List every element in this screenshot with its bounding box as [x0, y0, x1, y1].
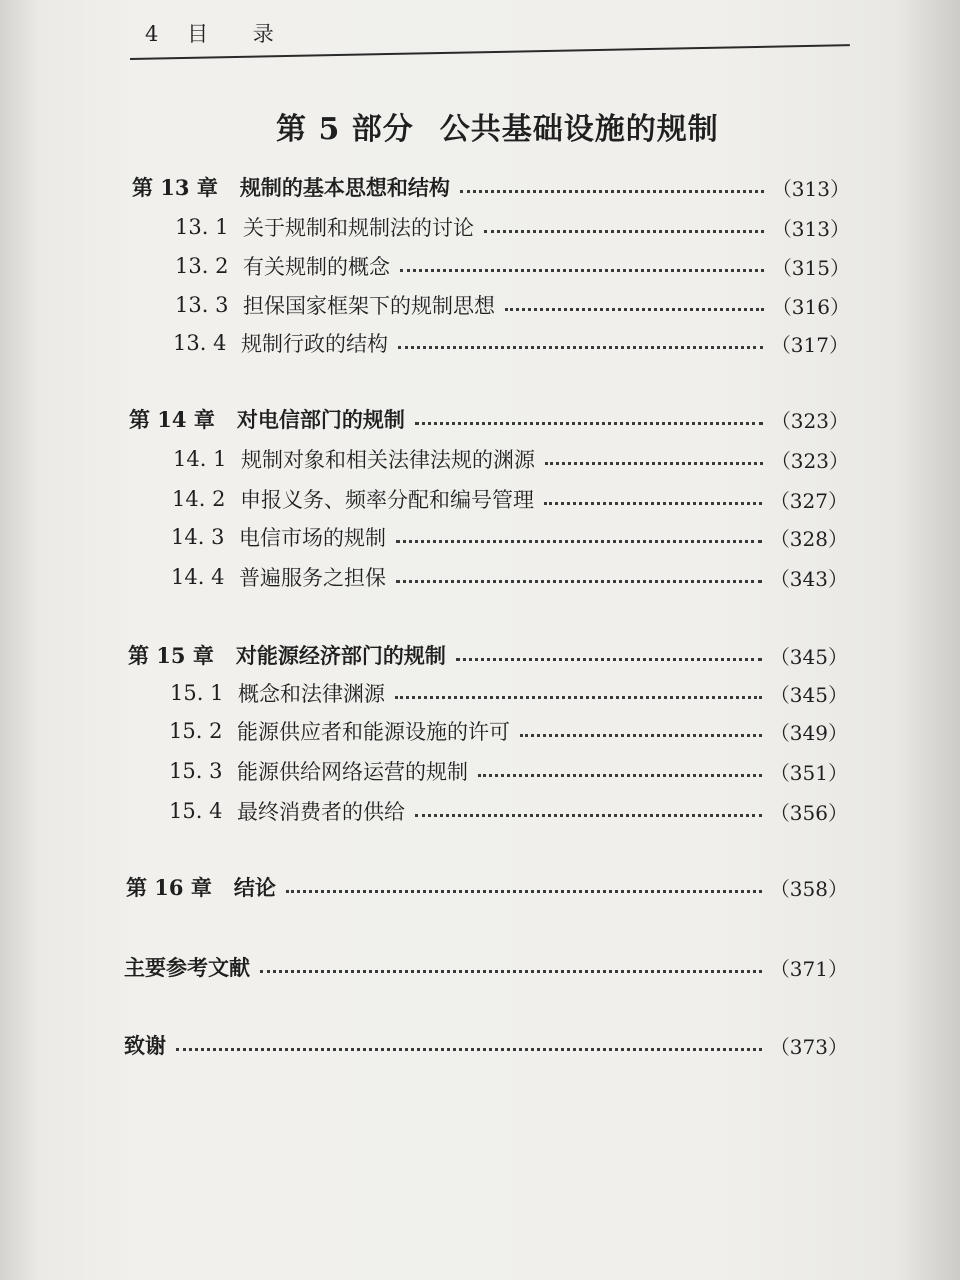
toc-title: 担保国家框架下的规制思想 [243, 294, 495, 318]
toc-page-number: （323） [770, 408, 849, 433]
dot-leader [400, 269, 764, 272]
toc-section-row [171, 562, 848, 592]
toc-page-number: （323） [770, 448, 849, 473]
dot-leader [396, 540, 762, 543]
toc-section-row [175, 290, 850, 320]
header-title-char-1: 目 [187, 22, 211, 46]
toc-title: 结论 [233, 875, 276, 900]
dot-leader [415, 814, 762, 817]
toc-page-number: （345） [769, 644, 848, 669]
toc-number: 第 16 章 [126, 875, 212, 900]
dot-leader [396, 580, 762, 583]
toc-section-row [170, 678, 848, 708]
toc-page-number: （351） [769, 760, 848, 785]
dot-leader [456, 658, 762, 661]
toc-title: 对电信部门的规制 [236, 407, 405, 432]
toc-title: 有关规制的概念 [243, 255, 390, 279]
toc-title: 主要参考文献 [124, 955, 250, 980]
toc-chapter-row [124, 952, 848, 982]
toc-title: 能源供给网络运营的规制 [237, 760, 468, 784]
toc-section-row [172, 484, 848, 514]
toc-title: 关于规制和规制法的讨论 [243, 216, 474, 240]
toc-title: 规制的基本思想和结构 [239, 175, 450, 200]
toc-title: 规制行政的结构 [241, 332, 388, 356]
part-name: 公共基础设施的规制 [439, 112, 719, 147]
part-title [276, 104, 719, 148]
toc-page-number: （317） [770, 332, 849, 357]
toc-page-number: （313） [771, 176, 850, 201]
toc-number: 第 13 章 [132, 175, 218, 200]
toc-page-number: （327） [769, 488, 848, 513]
toc-page-number: （315） [771, 255, 850, 280]
toc-section-row [173, 328, 849, 358]
toc-page-number: （343） [769, 566, 848, 591]
toc-title: 申报义务、频率分配和编号管理 [240, 488, 534, 512]
toc-section-row [169, 716, 848, 746]
part-label: 第 5 部分 [276, 112, 414, 147]
toc-title: 规制对象和相关法律法规的渊源 [241, 448, 535, 472]
toc-number: 15. 4 [169, 799, 223, 823]
toc-title: 普遍服务之担保 [239, 566, 386, 590]
dot-leader [398, 346, 763, 349]
dot-leader [176, 1048, 762, 1051]
toc-number: 15. 3 [169, 759, 223, 783]
toc-page-number: （328） [769, 526, 848, 551]
page-shadow [890, 0, 960, 1280]
toc-section-row [175, 251, 850, 281]
toc-number: 14. 3 [171, 525, 225, 549]
header-page-number: 4 [145, 22, 161, 46]
toc-title: 概念和法律渊源 [238, 682, 385, 706]
toc-number: 第 15 章 [128, 643, 214, 668]
running-header [145, 18, 276, 48]
header-title-char-2: 录 [252, 22, 276, 46]
toc-number: 14. 4 [171, 565, 225, 589]
toc-page-number: （313） [771, 216, 850, 241]
toc-number: 13. 2 [175, 254, 229, 278]
toc-page-number: （371） [769, 956, 848, 981]
toc-chapter-row [132, 172, 850, 202]
toc-section-row [175, 212, 850, 242]
dot-leader [460, 190, 764, 193]
dot-leader [505, 308, 764, 311]
toc-chapter-row [126, 872, 848, 902]
toc-section-row [173, 444, 849, 474]
toc-number: 14. 2 [172, 487, 226, 511]
dot-leader [286, 890, 762, 893]
dot-leader [545, 462, 763, 465]
dot-leader [395, 696, 762, 699]
dot-leader [478, 774, 762, 777]
toc-chapter-row [129, 404, 849, 434]
toc-page-number: （358） [769, 876, 848, 901]
toc-number: 15. 2 [169, 719, 223, 743]
toc-number: 15. 1 [170, 681, 224, 705]
toc-number: 第 14 章 [129, 407, 215, 432]
toc-number: 14. 1 [173, 447, 227, 471]
toc-section-row [169, 796, 848, 826]
dot-leader [544, 502, 762, 505]
toc-chapter-row [128, 640, 848, 670]
toc-page-number: （349） [769, 720, 848, 745]
toc-title: 能源供应者和能源设施的许可 [237, 720, 510, 744]
dot-leader [415, 422, 763, 425]
toc-number: 13. 1 [175, 215, 229, 239]
toc-page-number: （316） [771, 294, 850, 319]
toc-page-number: （356） [769, 800, 848, 825]
toc-title: 对能源经济部门的规制 [235, 643, 446, 668]
toc-number: 13. 3 [175, 293, 229, 317]
toc-page-number: （345） [769, 682, 848, 707]
toc-section-row [169, 756, 848, 786]
toc-number: 13. 4 [173, 331, 227, 355]
dot-leader [520, 734, 762, 737]
toc-chapter-row [124, 1030, 848, 1060]
toc-title: 电信市场的规制 [239, 526, 386, 550]
toc-section-row [171, 522, 848, 552]
toc-page-number: （373） [769, 1034, 848, 1059]
toc-title: 最终消费者的供给 [237, 800, 405, 824]
toc-title: 致谢 [124, 1033, 166, 1058]
dot-leader [484, 230, 764, 233]
dot-leader [260, 970, 762, 973]
